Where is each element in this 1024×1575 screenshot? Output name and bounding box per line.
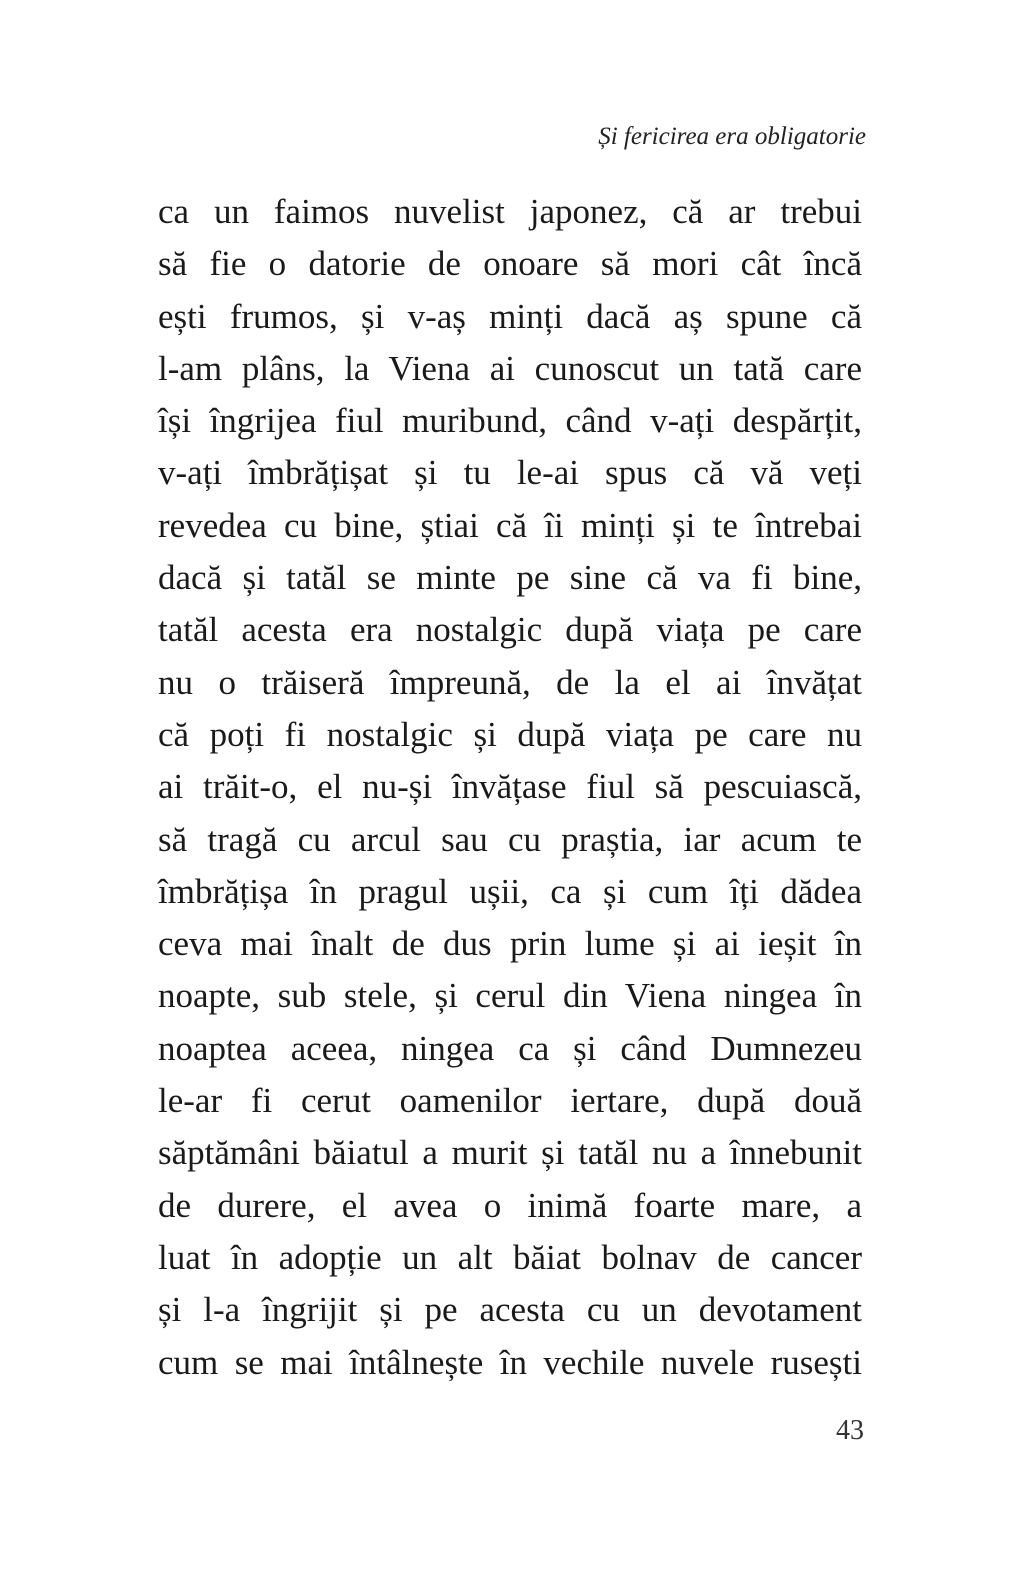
running-header-title: Și fericirea era obligatorie (598, 123, 866, 150)
text-line: revedea cu bine, știai că îi minți și te întrebai (158, 505, 862, 545)
text-line: tatăl acesta era nostalgic după viața pe care (158, 610, 862, 650)
text-line: noaptea aceea, ningea ca și când Dumnezeu (158, 1028, 862, 1068)
text-line: își îngrijea fiul muribund, când v-ați despărțit, (158, 401, 862, 441)
text-line: luat în adopție un alt băiat bolnav de cancer (158, 1237, 862, 1277)
text-line: nu o trăiseră împreună, de la el ai învățat (158, 662, 862, 702)
text-line: să tragă cu arcul sau cu praștia, iar acum te (158, 819, 862, 859)
text-line: l-am plâns, la Viena ai cunoscut un tată care (158, 348, 862, 388)
text-line: le-ar fi cerut oamenilor iertare, după două (158, 1081, 862, 1121)
text-line: noapte, sub stele, și cerul din Viena ningea în (158, 976, 862, 1016)
text-line: ai trăit-o, el nu-și învățase fiul să pescuiască, (158, 767, 862, 807)
text-line: cum se mai întâlnește în vechile nuvele rusești (158, 1342, 862, 1382)
text-line: să fie o datorie de onoare să mori cât încă (158, 244, 862, 284)
text-line: că poți fi nostalgic și după viața pe care nu (158, 714, 862, 754)
body-text (158, 186, 862, 1389)
text-line: îmbrățișa în pragul ușii, ca și cum îți dădea (158, 871, 862, 911)
text-line: ca un faimos nuvelist japonez, că ar trebui (158, 192, 862, 231)
page-number: 43 (836, 1415, 864, 1446)
text-line: și l-a îngrijit și pe acesta cu un devotament (158, 1290, 862, 1330)
text-line: săptămâni băiatul a murit și tatăl nu a înnebunit (158, 1133, 862, 1173)
text-line: dacă și tatăl se minte pe sine că va fi bine, (158, 558, 862, 598)
text-line: ești frumos, și v-aș minți dacă aș spune că (158, 296, 862, 336)
text-line: v-ați îmbrățișat și tu le-ai spus că vă veți (158, 453, 862, 493)
text-line: ceva mai înalt de dus prin lume și ai ieșit în (158, 924, 862, 964)
text-line: de durere, el avea o inimă foarte mare, a (158, 1185, 862, 1225)
